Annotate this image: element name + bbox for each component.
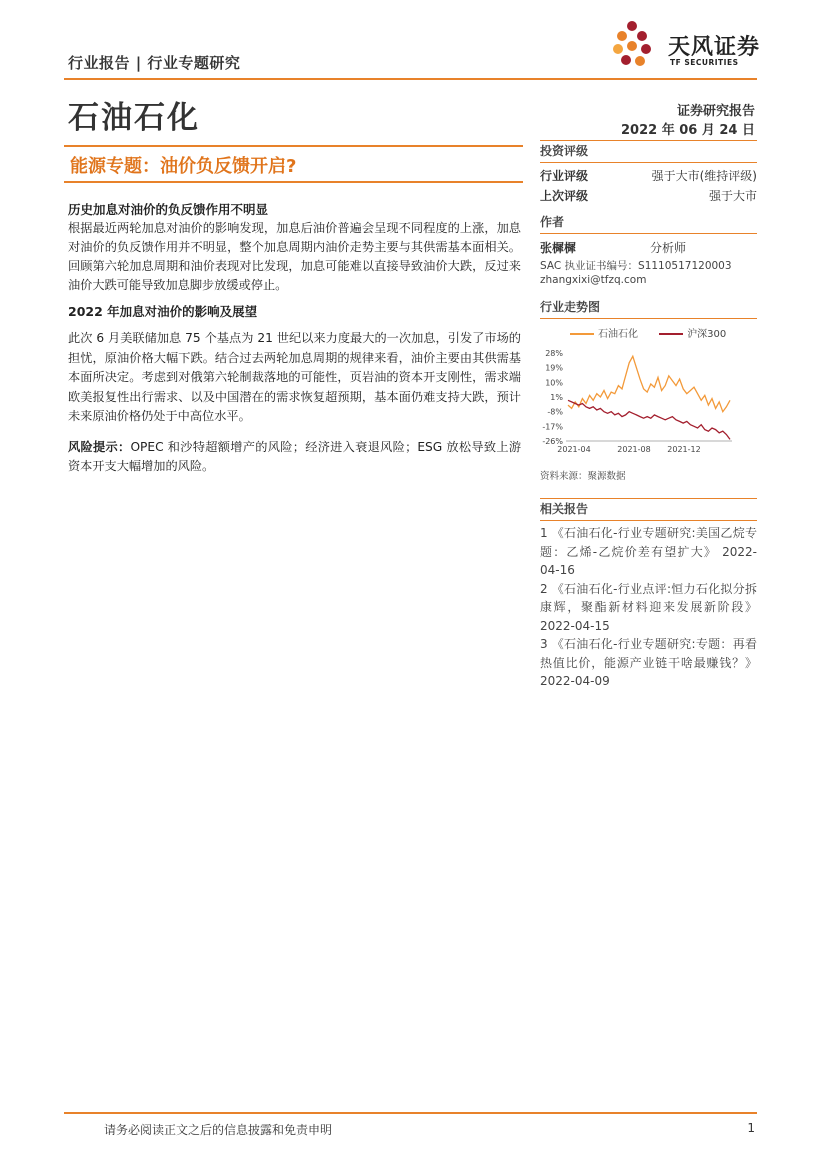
rating-row-value: 强于大市 [708, 189, 757, 203]
trend-block [540, 298, 757, 319]
trend-heading: 行业走势图 [540, 300, 601, 314]
report-category: 行业报告 | 行业专题研究 [68, 54, 241, 72]
y-tick-label: 19% [545, 363, 563, 373]
brand-name-en: TF SECURITIES [670, 58, 739, 67]
legend-swatch-hs300 [659, 333, 683, 335]
series-line-petrochem [568, 356, 730, 411]
related-report-item[interactable]: 3 《石油石化-行业专题研究:专题：再看热值比价，能源产业链干啥最赚钱？》 2022-04-09 [540, 637, 757, 688]
industry-trend-chart [536, 345, 736, 457]
section-2 [68, 302, 521, 321]
legend-label: 沪深300 [687, 329, 727, 340]
chart-source: 资料来源：聚源数据 [540, 471, 626, 482]
section-1 [68, 200, 521, 295]
rating-row-key: 行业评级 [540, 169, 589, 183]
x-tick-label: 2021-08 [617, 445, 651, 454]
title-divider-top [64, 145, 523, 147]
sector-title: 石油石化 [68, 100, 200, 136]
risk-body: OPEC 和沙特超额增产的风险；经济进入衰退风险；ESG 放松导致上游资本开支大幅增加的风险。 [68, 440, 522, 473]
y-tick-label: -26% [542, 437, 563, 446]
section-2-body: 此次 6 月美联储加息 75 个基点为 21 世纪以来力度最大的一次加息，引发了市场的担忧，原油价格大幅下跌。结合过去两轮加息周期的规律来看，油价主要由其供需基本面所决定。考虑到对俄第六轮制裁落地的可能性，页岩油的资本开支刚性，需求端欧美报复性出行需求、以及中国潜在的需求恢复超预期，基本面仍难支持大跌，预计未来原油价格仍处于中高位水平。 [68, 331, 521, 423]
related-report-item[interactable]: 1 《石油石化-行业专题研究:美国乙烷专题：乙烯-乙烷价差有望扩大》 2022-04-16 [540, 526, 757, 577]
document-title: 能源专题：油价负反馈开启? [70, 156, 297, 177]
chart-legend [570, 325, 726, 340]
related-bar [540, 520, 757, 521]
header-divider [64, 78, 757, 80]
author-row [540, 239, 757, 256]
footer-divider [64, 1112, 757, 1114]
report-date: 2022 年 06 月 24 日 [621, 123, 755, 138]
y-tick-label: 28% [545, 349, 563, 358]
author-heading: 作者 [540, 215, 565, 229]
risk-label: 风险提示： [68, 440, 131, 454]
x-tick-label: 2021-12 [667, 445, 701, 454]
rating-row-key: 上次评级 [540, 189, 589, 203]
legend-label: 石油石化 [598, 329, 638, 340]
rating-bar-top [540, 140, 757, 141]
y-tick-label: 1% [550, 393, 563, 402]
risk-section [68, 438, 521, 476]
footer-disclaimer: 请务必阅读正文之后的信息披露和免责申明 [104, 1123, 333, 1137]
x-tick-label: 2021-04 [557, 445, 591, 454]
rating-block [540, 140, 757, 204]
related-heading: 相关报告 [540, 502, 589, 516]
related-block [540, 498, 757, 691]
related-bar-top [540, 498, 757, 499]
page-number: 1 [747, 1121, 755, 1135]
rating-heading: 投资评级 [540, 144, 589, 158]
y-tick-label: -17% [542, 422, 563, 432]
author-cert: SAC 执业证书编号：S1110517120003 [540, 260, 732, 272]
author-bar [540, 233, 757, 234]
rating-row [540, 167, 757, 184]
author-role: 分析师 [650, 241, 687, 255]
author-block [540, 213, 757, 286]
author-name: 张樨樨 [540, 241, 577, 255]
rating-row-value: 强于大市(维持评级) [651, 169, 757, 183]
report-type: 证券研究报告 [676, 104, 755, 119]
rating-bar [540, 162, 757, 163]
section-1-title: 历史加息对油价的负反馈作用不明显 [68, 202, 269, 217]
title-divider-bottom [64, 181, 523, 183]
trend-bar [540, 318, 757, 319]
author-email[interactable]: zhangxixi@tfzq.com [540, 274, 647, 286]
section-2-title: 2022 年加息对油价的影响及展望 [68, 304, 258, 319]
legend-swatch-petro [570, 333, 594, 335]
y-tick-label: -8% [547, 407, 563, 417]
related-report-item[interactable]: 2 《石油石化-行业点评:恒力石化拟分拆康辉，聚酯新材料迎来发展新阶段》 2022-04-15 [540, 581, 757, 633]
section-1-body: 根据最近两轮加息对油价的影响发现，加息后油价普遍会呈现不同程度的上涨，加息对油价的负反馈作用并不明显，整个加息周期内油价走势主要与其供需基本面相关。回顾第六轮加息周期和油价表现对比发现，加息可能难以直接导致油价大跌，反过来油价大跌可能导致加息脚步放缓或停止。 [68, 221, 521, 292]
y-tick-label: 10% [545, 378, 563, 388]
series-line-hs300 [568, 400, 730, 439]
brand-name-cn: 天风证券 [668, 35, 761, 60]
rating-row [540, 187, 757, 204]
